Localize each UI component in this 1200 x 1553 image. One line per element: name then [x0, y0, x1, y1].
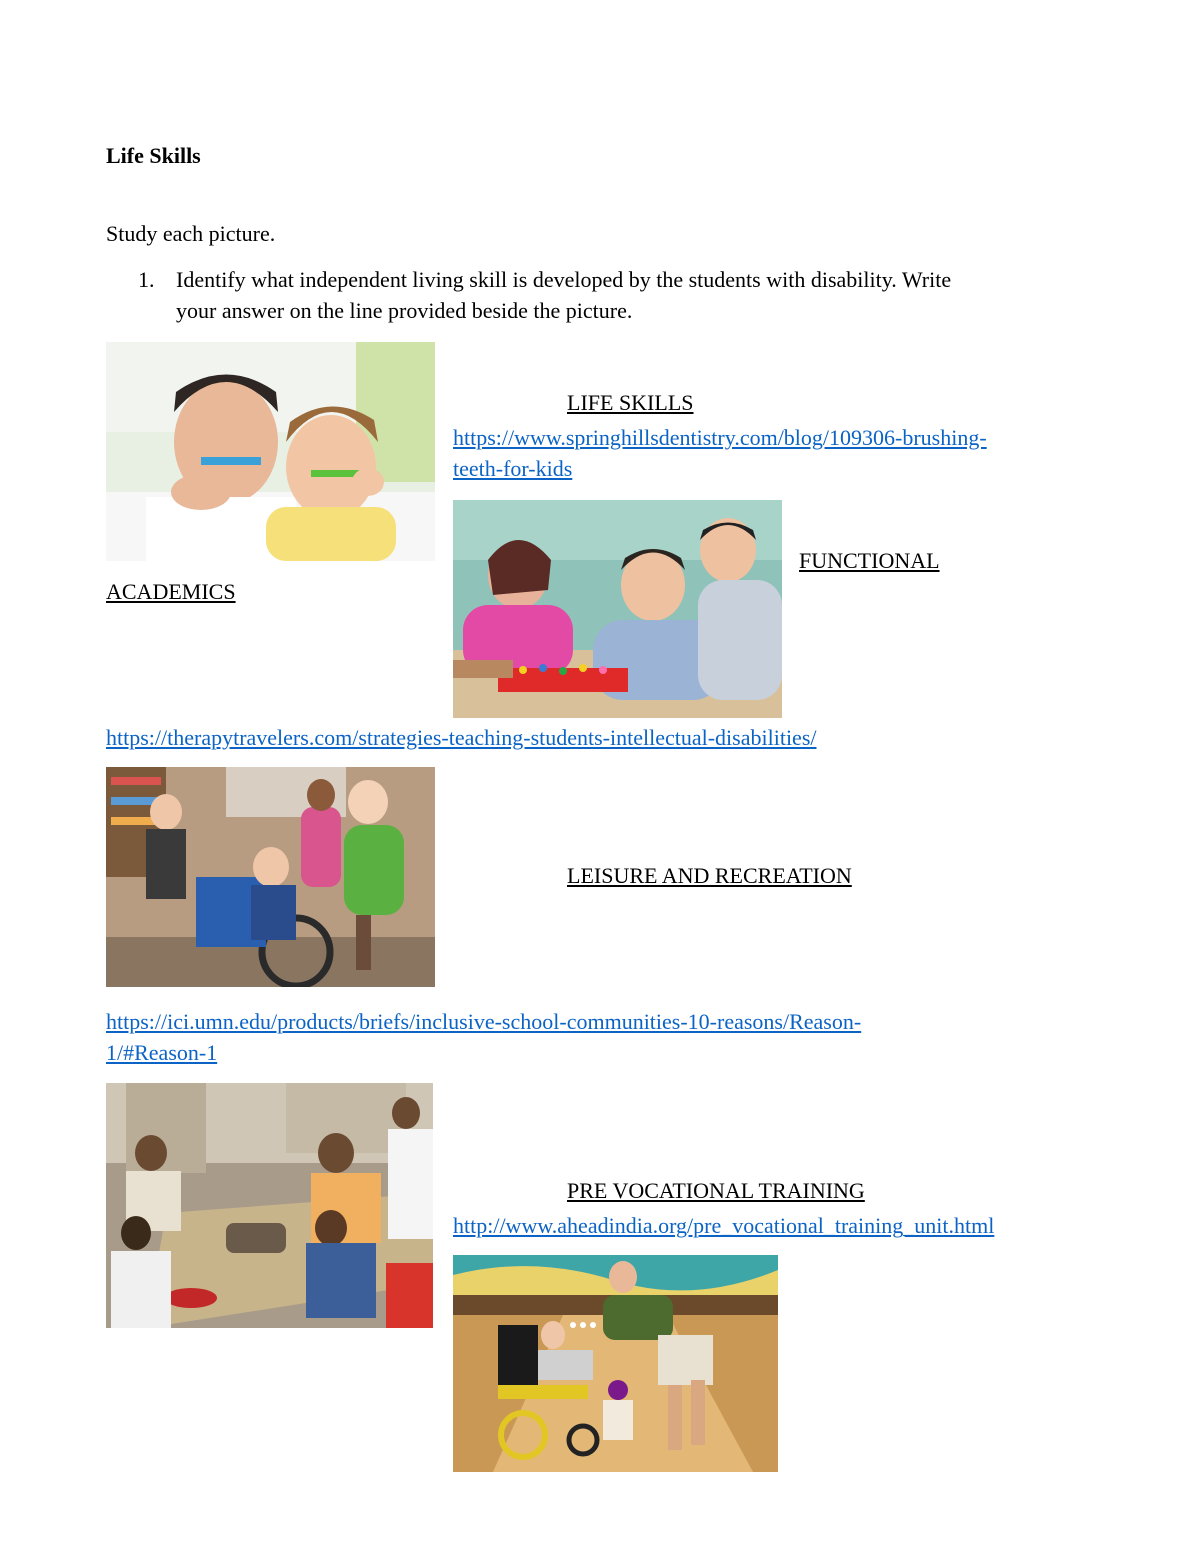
link-aheadindia[interactable]: http://www.aheadindia.org/pre_vocational_training_unit.html: [453, 1213, 995, 1238]
question-number: 1.: [138, 267, 155, 292]
link-springhills[interactable]: https://www.springhillsdentistry.com/blog/109306-brushing-: [453, 425, 987, 450]
question-line-1: Identify what independent living skill is developed by the students with disability. Write: [176, 267, 952, 292]
answer-life-skills: LIFE SKILLS: [567, 390, 694, 415]
classroom-activity-photo: [453, 500, 782, 718]
bowling-photo: [453, 1255, 778, 1472]
instruction-text: Study each picture.: [106, 221, 276, 246]
link-springhills-cont[interactable]: teeth-for-kids: [453, 456, 573, 481]
inclusive-classroom-photo: [106, 767, 435, 987]
answer-functional: FUNCTIONAL: [799, 548, 940, 573]
link-ici-umn-cont[interactable]: 1/#Reason-1: [106, 1040, 218, 1065]
toothbrushing-photo: [106, 342, 435, 561]
question-line-2: your answer on the line provided beside the picture.: [176, 298, 633, 323]
page-title: Life Skills: [106, 143, 201, 168]
answer-academics: ACADEMICS: [106, 579, 236, 604]
answer-pre-vocational: PRE VOCATIONAL TRAINING: [567, 1178, 865, 1203]
answer-leisure: LEISURE AND RECREATION: [567, 863, 852, 888]
link-therapytravelers[interactable]: https://therapytravelers.com/strategies-teaching-students-intellectual-disabilities/: [106, 725, 817, 750]
link-ici-umn[interactable]: https://ici.umn.edu/products/briefs/inclusive-school-communities-10-reasons/Reason-: [106, 1009, 862, 1034]
vocational-workshop-photo: [106, 1083, 433, 1328]
